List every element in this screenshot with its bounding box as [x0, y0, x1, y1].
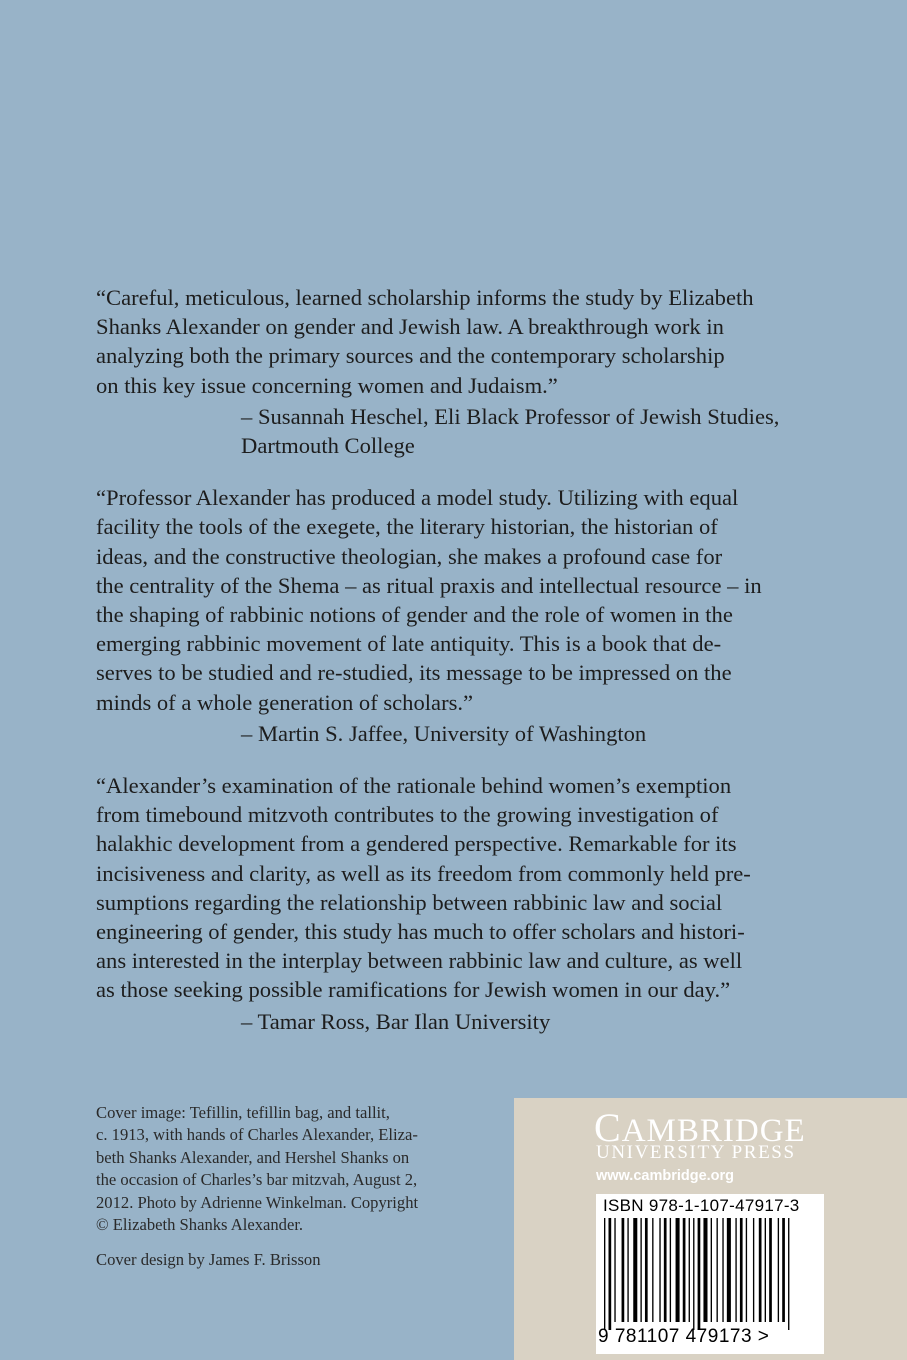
barcode-bar — [645, 1218, 648, 1322]
barcode-bar — [740, 1218, 743, 1322]
cover-image-credit: Cover image: Tefillin, tefillin bag, and tallit, c. 1913, with hands of Charles Alexander, Eliza- beth Shanks Alexander, and Hershel Shanks on the occasion of Charles’s bar mitzvah, August 2, 2012. Photo by Adrienne Winkelman. Copyright © Elizabeth Shanks Alexander. — [96, 1103, 419, 1235]
blurb-attribution-heschel: – Susannah Heschel, Eli Black Professor of Jewish Studies, Dartmouth College — [241, 403, 780, 459]
barcode-bar — [727, 1218, 731, 1322]
endorsements — [96, 283, 821, 1036]
blurb-attribution-ross: – Tamar Ross, Bar Ilan University — [241, 1008, 551, 1034]
publisher-subtitle: UNIVERSITY PRESS — [596, 1142, 796, 1163]
barcode-bar — [659, 1218, 660, 1322]
barcode-bar — [782, 1218, 785, 1322]
blurb-quote-heschel: “Careful, meticulous, learned scholarship informs the study by Elizabeth Shanks Alexander on gender and Jewish law. A breakthrough work in analyzing both the primary sources and the contemporary scholarship on this key issue concerning women and Judaism.” — [96, 285, 754, 398]
isbn-label: ISBN 978-1-107-47917-3 — [603, 1196, 800, 1215]
barcode-bar — [711, 1218, 712, 1322]
barcode-bar — [604, 1218, 605, 1330]
barcode-bar — [722, 1218, 723, 1322]
barcode-bar — [788, 1218, 789, 1330]
barcode-bar — [703, 1218, 707, 1322]
publisher-url: www.cambridge.org — [596, 1168, 735, 1184]
barcode-bar — [614, 1218, 615, 1322]
blurb-attribution-jaffee: – Martin S. Jaffee, University of Washington — [241, 720, 647, 746]
barcode-bar — [670, 1218, 671, 1322]
barcode-bar — [778, 1218, 779, 1322]
barcode-bar — [759, 1218, 762, 1322]
barcode-bar — [753, 1218, 754, 1322]
barcode-bar — [735, 1218, 736, 1322]
barcode-bars — [604, 1218, 816, 1330]
barcode-bar — [698, 1218, 701, 1330]
barcode-bar — [664, 1218, 667, 1322]
barcode-bar — [717, 1218, 718, 1322]
barcode-bar — [609, 1218, 612, 1330]
barcode-bar — [689, 1218, 690, 1322]
cover-credits — [96, 1102, 476, 1272]
barcode-bar — [693, 1218, 694, 1330]
barcode-bar — [622, 1218, 625, 1322]
barcode-bar — [652, 1218, 653, 1322]
cover-design-credit: Cover design by James F. Brisson — [96, 1250, 321, 1270]
barcode-bar — [633, 1218, 637, 1322]
isbn-barcode — [596, 1194, 824, 1354]
blurb-quote-jaffee: “Professor Alexander has produced a model study. Utilizing with equal facility the tools of the exegete, the literary historian, the historian of ideas, and the constructive theologian, she makes a profound case for the centrality of the Shema – as ritual praxis and intellectual resource – in the shaping of rabbinic notions of gender and the role of women in the emerging rabbinic movement of late antiquity. This is a book that de- serves to be studied and re-studied, its message to be impressed on the minds of a whole generation of scholars.” — [96, 485, 762, 715]
publisher-logo-rest: AMBRIDGE — [621, 1113, 806, 1149]
ean-digits: 9 781107 479173 > — [598, 1326, 770, 1347]
barcode-bar — [676, 1218, 680, 1322]
publisher-panel — [514, 1098, 907, 1360]
barcode-bar — [640, 1218, 641, 1322]
barcode-bar — [769, 1218, 772, 1322]
barcode-bar — [683, 1218, 686, 1322]
barcode-bar — [627, 1218, 628, 1322]
barcode-bar — [746, 1218, 747, 1322]
publisher-logo-initial: C — [594, 1105, 622, 1150]
barcode-bar — [765, 1218, 766, 1322]
blurb-quote-ross: “Alexander’s examination of the rationale behind women’s exemption from timebound mitzvoth contributes to the growing investigation of halakhic development from a gendered perspective. Remarkable for its incisiveness and clarity, as well as its freedom from commonly held pre- sumptions regarding the relationship between rabbinic law and social engineering of gender, this study has much to offer scholars and histori- ans interested in the interplay between rabbinic law and culture, as well as those seeking possible ramifications for Jewish women in our day.” — [96, 773, 751, 1003]
